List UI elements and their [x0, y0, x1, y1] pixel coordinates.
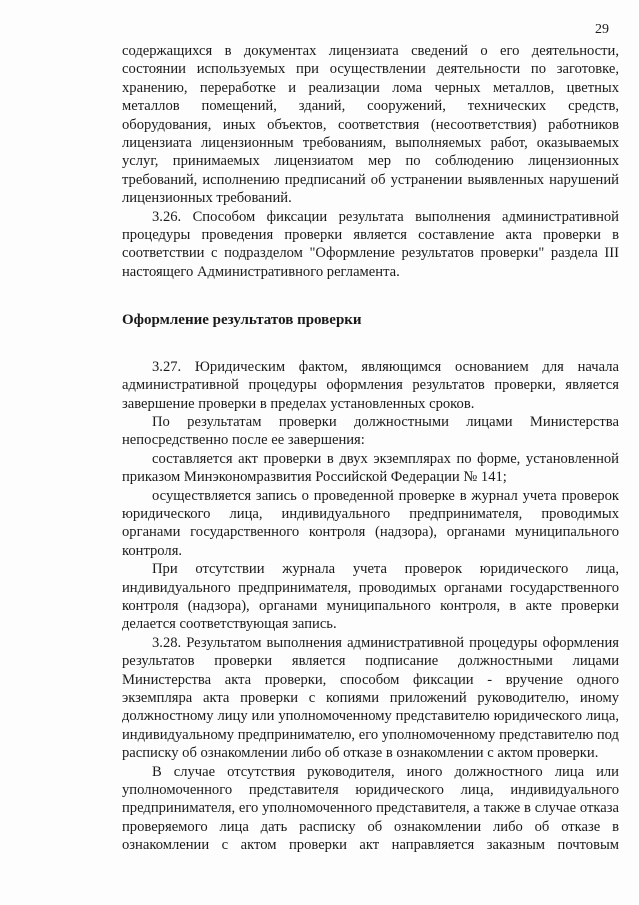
paragraph-3-28: 3.28. Результатом выполнения административной процедуры оформления результатов проверки является подписание должностными лицами Министерства акта проверки, способом фиксации - вручение одного экземпляра акта проверки с копиями приложений руководителю, иному должностному лицу или уполномоченному представителю юридического лица, индивидуальному предпринимателю, его уполномоченному представителю под расписку об ознакомлении либо об отказе в ознакомлении с актом проверки. [122, 634, 619, 762]
document-body [122, 42, 619, 855]
paragraph-results: По результатам проверки должностными лицами Министерства непосредственно после ее завершения: [122, 413, 619, 449]
list-item-act: составляется акт проверки в двух экземплярах по форме, установленной приказом Минэкономразвития Российской Федерации № 141; [122, 450, 619, 486]
list-item-journal: осуществляется запись о проведенной проверке в журнал учета проверок юридического лица, индивидуального предпринимателя, проводимых органами государственного контроля (надзора), органами муниципального контроля. [122, 487, 619, 559]
paragraph-no-journal: При отсутствии журнала учета проверок юридического лица, индивидуального предпринимателя, проводимых органами государственного контроля (надзора), органами муниципального контроля, в акте проверки делается соответствующая запись. [122, 561, 619, 633]
section-heading: Оформление результатов проверки [122, 312, 362, 329]
paragraph-continuation: содержащихся в документах лицензиата сведений о его деятельности, состоянии используемых при осуществлении деятельности по заготовке, хранению, переработке и реализации лома черных металлов, цветных металлов помещений, зданий, сооружений, технических средств, оборудования, иных объектов, соответствия (несоответствия) работников лицензиата лицензионным требованиям, выполняемых работ, оказываемых услуг, принимаемых лицензиатом мер по соблюдению лицензионных требований, исполнению предписаний об устранении выявленных нарушений лицензионных требований. [122, 43, 619, 207]
page-number: 29 [595, 22, 609, 37]
paragraph-absence: В случае отсутствия руководителя, иного должностного лица или уполномоченного представителя юридического лица, индивидуального предпринимателя, его уполномоченного представителя, а также в случае отказа проверяемого лица дать расписку об ознакомлении либо об отказе в ознакомлении с актом проверки акт направляется заказным почтовым [122, 763, 619, 854]
paragraph-3-26: 3.26. Способом фиксации результата выполнения административной процедуры проведения проверки является составление акта проверки в соответствии с подразделом "Оформление результатов проверки" раздела III настоящего Административного регламента. [122, 208, 619, 280]
paragraph-3-27: 3.27. Юридическим фактом, являющимся основанием для начала административной процедуры оформления результатов проверки, является завершение проверки в пределах установленных сроков. [122, 358, 619, 412]
